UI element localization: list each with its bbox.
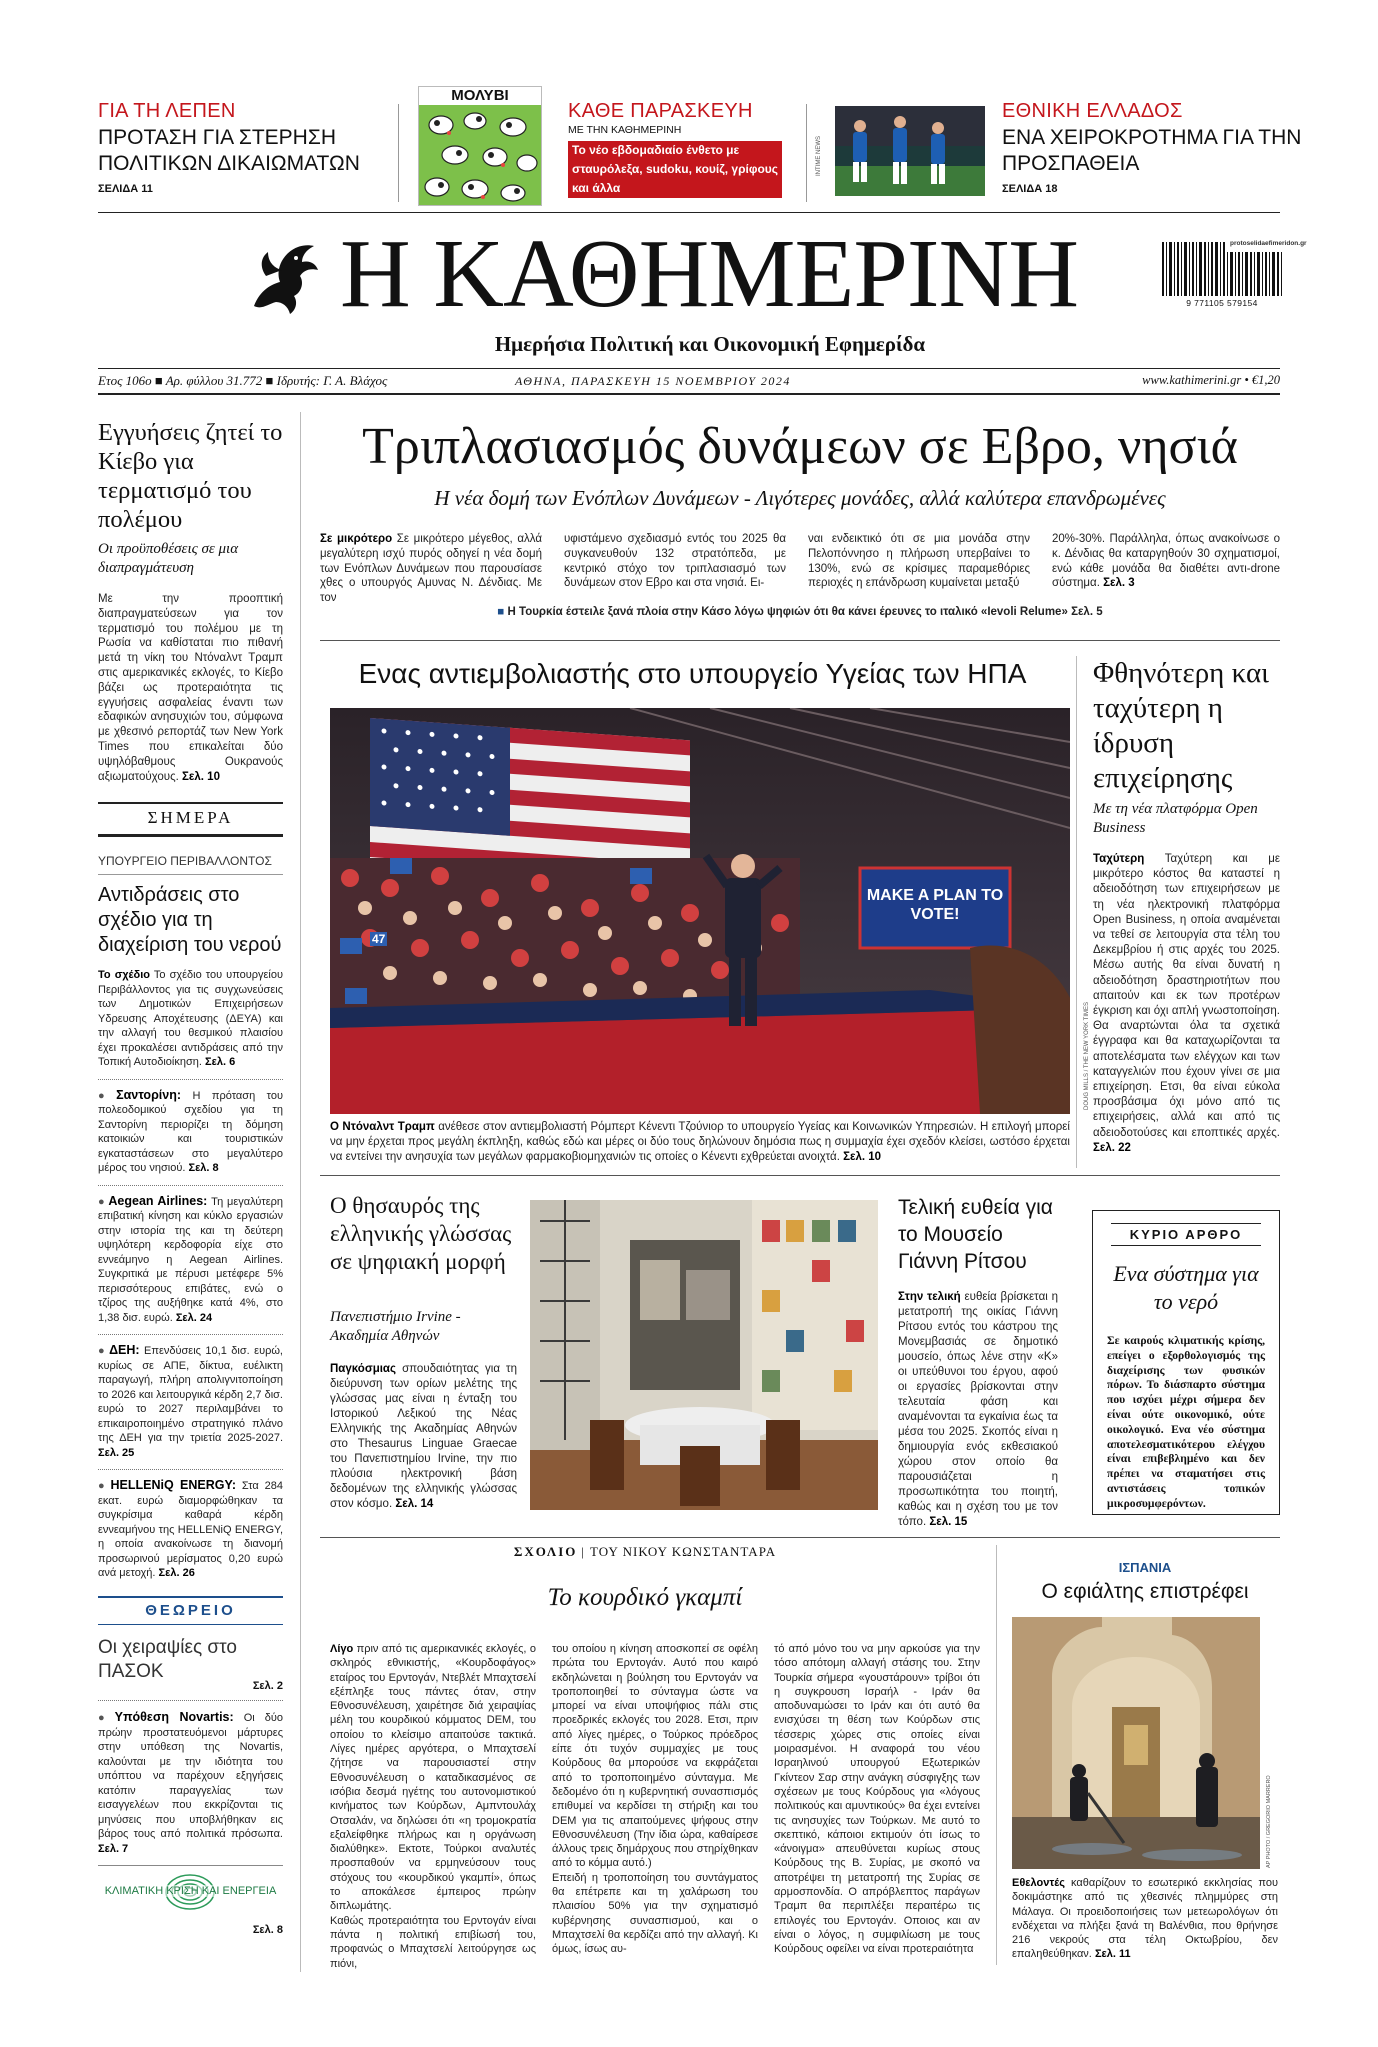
treasure-subhead: Πανεπιστήμιο Irvine - Ακαδημία Αθηνών: [330, 1309, 461, 1344]
pasok-headline[interactable]: Οι χειραψίες στο ΠΑΣΟΚ: [98, 1637, 237, 1682]
kyiv-headline[interactable]: Εγγυήσεις ζητεί το Κίεβο για τερματισμό του πολέμου: [98, 419, 283, 533]
brief-novartis[interactable]: ● Υπόθεση Novartis: Οι δύο πρώην προστατευόμενοι μάρτυρες στην υπόθεση της Novartis, καλούνται με την ιδιότητα του υπόπτου να παρέχουν εξηγήσεις κατόπιν παραγγελίας των εισαγγελέων που εκκρίζονται τις μηνύσεις που υποβλήθηκαν εις βάρος τους από πολιτικά πρόσωπα. Σελ. 7: [98, 1710, 283, 1855]
kyiv-text: Με την προοπτική διαπραγματεύσεων για τον τερματισμό του πολέμου με τη Ρωσία να καθίσταται πιο πιθανή μετά τη νίκη του Ντόναλντ Τραμπ στις αμερικανικές εκλογές, το Κίεβο βάζει ως προτεραιότητα τις εγγυήσεις ασφαλείας έναντι των εδαφικών ανησυχιών του, σύμφωνα με χθεσινό ρεπορτάζ των New York Times που επικαλείται δύο υψηλόβαθμους Ουκρανούς αξιωματούχους. Σελ. 10: [98, 593, 283, 783]
rally-screen-sign: MAKE A PLAN TO VOTE!: [866, 887, 1004, 923]
lead-col-1: Σε μικρότερο Σε μικρότερο μέγεθος, αλλά μεγαλύτερη ισχύ πυρός οδηγεί η νέα δομή των Ενόπλων Δυνάμεων που παρουσίασε χθες ο υπουργός Αμυνας Ν. Δένδιας. Με τον: [320, 533, 542, 605]
comment-col-1: Λίγο πριν από τις αμερικανικές εκλογές, ο σκληρός εθνικιστής, «Κουρδοφάγος» εταίρος του Ερντογάν, Ντεβλέτ Μπαχτσελί εξέπληξε τους πάντες όταν, στην Εθνοσυνέλευση, χαιρέτησε διά χειραψίας μέλη του κουρδικού κόμματος DEM, του οποίου το κλείσιμο απαιτούσε τακτικά. Λίγες ημέρες αργότερα, ο Μπαχτσελί ζήτησε να παρουσιαστεί στην Εθνοσυνέλευση ο καταδικασμένος σε ισόβια δεσμά ηγέτης του αυτονομιστικού κινήματος των Κούρδων, Αμπντουλάχ Οτσαλάν, να δηλώσει ότι «η τρομοκρατία εξαλείφθηκε πλήρως και η οργάνωση διαλύθηκε». Εκτοτε, Τούρκοι αναλυτές προσπαθούν να ερμηνεύσουν τους στόχους του «κουρδικού γκαμπί», όπως το αποκάλεσε έμπειρος πρώην διπλωμάτης. Καθώς προτεραιότητα του Ερντογάν είναι πάντα η πολιτική επιβίωσή του, προφανώς ο Μπαχτσελί λειτούργησε ως πιόνι,: [330, 1643, 536, 1970]
teaser-sub: ΜΕ ΤΗΝ ΚΑΘΗΜΕΡΙΝΗ: [568, 124, 682, 136]
teaser-headline: ΠΡΟΤΑΣΗ ΓΙΑ ΣΤΕΡΗΣΗ ΠΟΛΙΤΙΚΩΝ ΔΙΚΑΙΩΜΑΤΩΝ: [98, 126, 360, 175]
lead-col-2: υφιστάμενο σχεδιασμό εντός του 2025 θα συγκανευθούν 132 στρατόπεδα, με κεντρικό στόχο τον τριπλασιασμό των δυνάμεων στον Εβρο και στα νησιά. Ει-: [564, 533, 786, 590]
brief-santorini[interactable]: ● Σαντορίνη: Η πρόταση του πολεοδομικού σχεδίου για τη Σαντορίνη περιορίζει τη δόμηση κατοικιών και τουριστικών εγκαταστάσεων στο μεγαλύτερο μέρος του νησιού. Σελ. 8: [98, 1087, 283, 1174]
lead-note[interactable]: ■ Η Τουρκία έστειλε ξανά πλοία στην Κάσο λόγω ψηφιών ότι θα κάνει έρευνες το ιταλικό «Ievoli Relume» Σελ. 5: [497, 606, 1103, 618]
water-text: Το σχέδιο Το σχέδιο του υπουργείου Περιβάλλοντος για τις συγχωνεύσεις των Δημοτικών Επιχειρήσεων Υδρευσης Αποχέτευσης (ΔΕΥΑ) και την αλλαγή του θεσμικού πλαισίου έχει προκαλέσει αντιδράσεις από την Τοπική Αυτοδιοίκηση. Σελ. 6: [98, 969, 284, 1068]
teaser-puzzles[interactable]: [568, 100, 790, 198]
molyvi-title: ΜΟΛΥΒΙ: [419, 87, 541, 105]
climate-page: Σελ. 8: [252, 1924, 283, 1936]
church-image: [1012, 1617, 1260, 1869]
teaser-box: Το νέο εβδομαδιαίο ένθετο με σταυρόλεξα, sudoku, κουίζ, γρίφους και άλλα: [568, 141, 782, 198]
issue-date: ΑΘΗΝΑ, ΠΑΡΑΣΚΕΥΗ 15 ΝΟΕΜΒΡΙΟΥ 2024: [515, 374, 791, 388]
editorial-box[interactable]: [1092, 1210, 1280, 1515]
teaser-page: ΣΕΛΙΔΑ 18: [1002, 183, 1058, 195]
brief-dei[interactable]: ● ΔΕΗ: Επενδύσεις 10,1 δισ. ευρώ, κυρίως σε ΑΠΕ, δίκτυα, ευέλικτη παραγωγή, πλήρη απολιγνιτοποίηση το 2026 και λειτουργικά κέρδη 2,7 δισ. ευρώ το 2027 περιλαμβάνει το επικαιροποιημένο στρατηγικό πλάνο της ΔΕΗ για την τριετία 2025-2027. Σελ. 25: [98, 1343, 283, 1459]
treasure-text: Παγκόσμιας σπουδαιότητας για τη διεύρυνση των ορίων μελέτης της γλώσσας μας είναι η ένταξη του Ιστορικού Λεξικού της Νέας Ελληνικής της Ακαδημίας Αθηνών στο Thesaurus Linguae Graecae του Πανεπιστημίου Irvine, την πιο πλούσια ηλεκτρονική βάση δεδομένων της ελληνικής γλώσσας στον κόσμο. Σελ. 14: [330, 1363, 517, 1510]
theoreio-label: ΘΕΩΡΕΙΟ: [145, 1602, 236, 1619]
ritsos-headline[interactable]: Τελική ευθεία για το Μουσείο Γιάννη Ρίτσου: [898, 1196, 1053, 1273]
ritsos-museum-photo[interactable]: [530, 1200, 878, 1510]
comment-label: ΣΧΟΛΙΟ | ΤΟΥ ΝΙΚΟΥ ΚΩΝΣΤΑΝΤΑΡΑ: [513, 1544, 777, 1559]
teaser-page: ΣΕΛΙΔΑ 11: [98, 183, 153, 195]
lead-headline[interactable]: Τριπλασιασμός δυνάμεων σε Εβρο, νησιά: [362, 418, 1238, 475]
ministry-label: ΥΠΟΥΡΓΕΙΟ ΠΕΡΙΒΑΛΛΟΝΤΟΣ: [98, 854, 272, 868]
water-headline[interactable]: Αντιδράσεις στο σχέδιο για τη διαχείριση του νερού: [98, 884, 282, 956]
editorial-headline: Ενα σύστημα για το νερό: [1113, 1261, 1259, 1314]
comment-col-2: του οποίου η κίνηση αποσκοπεί σε οφέλη πρώτα του Ερντογάν. Αυτό που καιρό εκδηλώνεται η βούληση του Ερντογάν να τροποποιηθεί το σύνταγμα ώστε να μπορεί να είναι υποψήφιος πάλι στις προεδρικές εκλογές του 2028. Ετσι, πριν από λίγες ημέρες, ο Τούρκος πρόεδρος είπε ότι τυχόν συμμαχίες με τους Κούρδους θα μπορούσε να εκφράζεται από το τροποποιημένο σύνταγμα. Με δεδομένο ότι η κυβερνητική συνασπισμός επιθυμεί να κερδίσει τη στήριξη και του DEM για τις απαιτούμενες ψήφους στην Εθνοσυνέλευση (Την ίδια ώρα, καθαίρεσε άλλους τρεις δημάρχους που στηρίχθηκαν από το κόμμα αυτό.) Επειδή η τροποποίηση του συντάγματος θα επέτρεπε και τη χαλάρωση του πλαισίου 50% για την σχηματισμό κυβέρνησης συνασπισμού, και ο Μπαχτσελί θα κερδίζει από την αλλαγή. Κι όμως, ίσως αυ-: [552, 1643, 758, 1956]
teaser-kicker: ΓΙΑ ΤΗ ΛΕΠΕΝ: [98, 100, 236, 122]
business-text: Ταχύτερη Ταχύτερη και με μικρότερο κόστος θα καταστεί η αδειοδότηση των επιχειρήσεων με τη νέα ηλεκτρονική πλατφόρμα Open Business, η οποία αναμένεται να τεθεί σε λειτουργία στα τέλη του Δεκεμβρίου ή στις αρχές του 2025. Μέσω αυτής θα είναι δυνατή η αδειοδότηση δραστηριοτήτων που απαιτούν και εκ των προτέρων έγκριση και όχι απλή γνωστοποίηση. Θα αναρτώνται όλα τα σχετικά έγγραφα και θα καταχωρίζονται τα αποτελέσματα των ελέγχων και των καταγγελιών που έχουν γίνει σε μια επιχείρηση. Ετσι, θα είναι εύκολα προσβάσιμα όχι μόνο από τις επιχειρήσεις, αλλά και από τις αδειοδοτούσες και εποπτικές αρχές. Σελ. 22: [1093, 853, 1280, 1154]
climate-label: ΚΛΙΜΑΤΙΚΗ ΚΡΙΣΗ ΚΑΙ ΕΝΕΡΓΕΙΑ: [98, 1885, 283, 1897]
spain-caption: Εθελοντές καθαρίζουν το εσωτερικό εκκλησίας που δοκιμάστηκε από τις χθεσινές πλημμύρες στη Μάλαγα. Οι προειδοποιήσεις των μετεωρολόγων ότι ενδέχεται να πλήξει ξανά τη Βαλένθια, που θρήνησε 216 νεκρούς στα τέλη Οκτωβρίου, δεν επαληθεύθηκαν. Σελ. 11: [1012, 1877, 1278, 1961]
teaser-national-team[interactable]: [1002, 100, 1302, 195]
main-caption: Ο Ντόναλντ Τραμπ ανέθεσε στον αντιεμβολιαστή Ρόμπερτ Κένεντι Τζούνιορ το υπουργείο Υγείας και Κοινωνικών Υπηρεσιών. Η επιλογή μπορεί να μην έρχεται προς μεγάλη έκπληξη, καθώς εδώ και μέρες οι δύο τους δηλώνουν δημόσια πως η συμμαχία έχει σχεδόν κλείσει, ωστόσο έρχεται να εντείνει την ανησυχία των μεγάλων φαρμακοβιομηχανιών τις οποίες ο Κένεντι εχθρεύεται ανοιχτά. Σελ. 10: [330, 1121, 1070, 1163]
climate-banner[interactable]: [98, 1872, 283, 1918]
rally-sign-number: 47: [372, 932, 386, 946]
business-headline[interactable]: Φθηνότερη και ταχύτερη η ίδρυση επιχείρησης: [1093, 657, 1269, 794]
molyvi-cover-image[interactable]: [418, 86, 542, 206]
editorial-text: Σε καιρούς κλιματικής κρίσης, επείγει ο εξορθολογισμός της διαχείρισης των φυσικών πόρων. Το διάσπαρτο σύστημα που ισχύει μέχρι σήμερα δεν είναι ούτε οικονομικό, ούτε οικολογικό. Ενα νέο σύστημα αποτελεσματικότερου ελέγχου είναι επιβεβλημένο και δεν πρέπει να σταματήσει στις αντιστάσεις τοπικών μικροσυμφερόντων.: [1107, 1334, 1265, 1510]
kyiv-subhead: Οι προϋποθέσεις σε μια διαπραγμάτευση: [98, 541, 239, 576]
pasok-page: Σελ. 2: [252, 1680, 283, 1692]
spain-photo-credit: AP PHOTO / GREGORIO MARRERO: [1266, 1775, 1272, 1868]
today-label: ΣΗΜΕΡΑ: [147, 808, 234, 827]
barcode-site: protoselidaefimeridon.gr: [1230, 240, 1307, 247]
lead-subhead: Η νέα δομή των Ενόπλων Δυνάμεων - Λιγότερες μονάδες, αλλά καλύτερα επανδρωμένες: [434, 486, 1166, 510]
left-column: [98, 418, 283, 784]
comment-col-3: τό από μόνο του να μην αρκούσε για την τόσο απότομη αλλαγή στάσης του. Στην Τουρκία σήμερα «γουστάρουν» τρίβοι ότι η συγκρουση Ισραήλ - Ιράν θα αποδυναμώσει το Ιράν και ότι αυτό θα ενισχύσει τη θέση των Κούρδων στις τέσσερις χώρες στις οποίες είναι μοιρασμένοι. Η αναφορά του νέου Ισραηλινού υπουργού Εξωτερικών Γκίντεον Σαρ στην ανάγκη σύσφιγξης των σχέσεων με τους Κούρδους για «λόγους πολιτικούς και αμυντικούς» θα έχει εντείνει τις ανησυχίες των Τούρκων. Με αυτό το σκεπτικό, κάποιοι εκτιμούν ότι ίσως το «άνοιγμα» απευθύνεται κυρίως στους Κούρδους της Β. Συρίας, με σκοπό να αποτρέψει τη μετατροπή της Συρίας σε αρμοσπονδία. Ο απρόβλεπτος παράγων Τραμπ θα περιπλέξει περαιτέρω τις επιλογές του Ερντογάν. Οποιος και αν είναι ο λόγος, η συμφιλίωση με τους Κούρδους οφείλει να είναι προτεραιότητα: [774, 1643, 980, 1956]
spain-headline[interactable]: Ο εφιάλτης επιστρέφει: [1041, 1580, 1249, 1603]
masthead-subtitle: Ημερήσια Πολιτική και Οικονομική Εφημερίδα: [494, 332, 926, 356]
teaser-lepen[interactable]: [98, 100, 383, 195]
lead-col-4: 20%-30%. Παράλληλα, όπως ανακοίνωσε ο κ. Δένδιας θα καταργηθούν 30 σχηματισμοί, ενώ κάθε μονάδα θα διαθέτει αντι-drone σύστημα. Σελ. 3: [1052, 533, 1280, 590]
barcode: [1160, 240, 1307, 316]
teaser-headline: ΕΝΑ ΧΕΙΡΟΚΡΟΤΗΜΑ ΓΙΑ ΤΗΝ ΠΡΟΣΠΑΘΕΙΑ: [1002, 126, 1302, 175]
brief-aegean[interactable]: ● Aegean Airlines: Τη μεγαλύτερη επιβατική κίνηση και κύκλο εργασιών στην ιστορία της και τη δεύτερη υψηλότερη κερδοφορία είχε στο εννεάμηνο η Aegean Airlines. Συγκριτικά με πέρυσι μετέφερε 5% περισσότερους επιβάτες, ενώ ο τζίρος της αυξήθηκε κατά 4%, στο 1,38 δισ. ευρώ. Σελ. 24: [98, 1193, 283, 1324]
lead-col-3: ναι ενδεικτικό ότι σε μια μονάδα στην Πελοπόννησο η πλήρωση υπερβαίνει το 130%, ενώ σε κρίσιμες παραμεθόριες περιοχές η επάνδρωση κυμαίνεται μεταξύ: [808, 533, 1030, 590]
spain-label: ΙΣΠΑΝΙΑ: [1118, 1560, 1172, 1575]
business-subhead: Με τη νέα πλατφόρμα Open Business: [1093, 801, 1258, 836]
malaga-flood-photo[interactable]: [1012, 1617, 1260, 1869]
barcode-number: 9 771105 579154: [1186, 298, 1258, 308]
editorial-label: ΚΥΡΙΟ ΑΡΘΡΟ: [1111, 1223, 1261, 1246]
logo-griffin-icon: [246, 236, 322, 318]
football-credit: INTIME NEWS: [816, 136, 822, 176]
teaser-kicker: ΕΘΝΙΚΗ ΕΛΛΑΔΟΣ: [1002, 100, 1183, 122]
main-headline[interactable]: Ενας αντιεμβολιαστής στο υπουργείο Υγείας των ΗΠΑ: [358, 658, 1027, 689]
trump-rally-photo[interactable]: [330, 708, 1070, 1114]
issue-price: www.kathimerini.gr • €1,20: [1142, 373, 1280, 387]
treasure-headline[interactable]: Ο θησαυρός της ελληνικής γλώσσας σε ψηφιακή μορφή: [330, 1193, 512, 1274]
rally-photo-credit: DOUG MILLS / THE NEW YORK TIMES: [1084, 1001, 1090, 1110]
brief-helleniq[interactable]: ● HELLENiQ ENERGY: Στα 284 εκατ. ευρώ διαμορφώθηκαν τα συγκρίσιμα καθαρά κέρδη εννεαμήνου της HELLENiQ ENERGY, η οποία ανακοίνωσε τη διανομή προσωρινού μερίσματος 0,20 ευρώ ανά μετοχή. Σελ. 26: [98, 1478, 283, 1579]
football-photo[interactable]: [835, 106, 985, 196]
ritsos-text: Στην τελική ευθεία βρίσκεται η μετατροπή της οικίας Γιάννη Ρίτσου εντός του κάστρου της Μονεμβασιάς σε δημοτικό μουσείο, όπως λένε στην «Κ» οι υπεύθυνοι του έργου, αφού οι εργασίες βρίσκονται στην τελευταία φάση και αναμένονται τα εγκαίνια έως τα μέσα του 2025. Σκοπός είναι η δημιουργία ενός εκθεσιακού χώρου στον οποίο θα παρουσιάζεται η προσωπικότητα του ποιητή, καθώς και η σχέση του με τον τόπο. Σελ. 15: [898, 1291, 1058, 1528]
molyvi-illustration: [419, 105, 542, 206]
football-image: [835, 106, 985, 196]
comment-headline[interactable]: Το κουρδικό γκαμπί: [547, 1584, 743, 1611]
museum-image: [530, 1200, 878, 1510]
teaser-kicker: ΚΑΘΕ ΠΑΡΑΣΚΕΥΗ: [568, 100, 753, 122]
issue-info: Ετος 106ο ■ Αρ. φύλλου 31.772 ■ Ιδρυτής: Γ. Α. Βλάχος: [98, 373, 388, 388]
masthead-title: Η ΚΑΘΗΜΕΡΙΝΗ: [340, 220, 1079, 328]
